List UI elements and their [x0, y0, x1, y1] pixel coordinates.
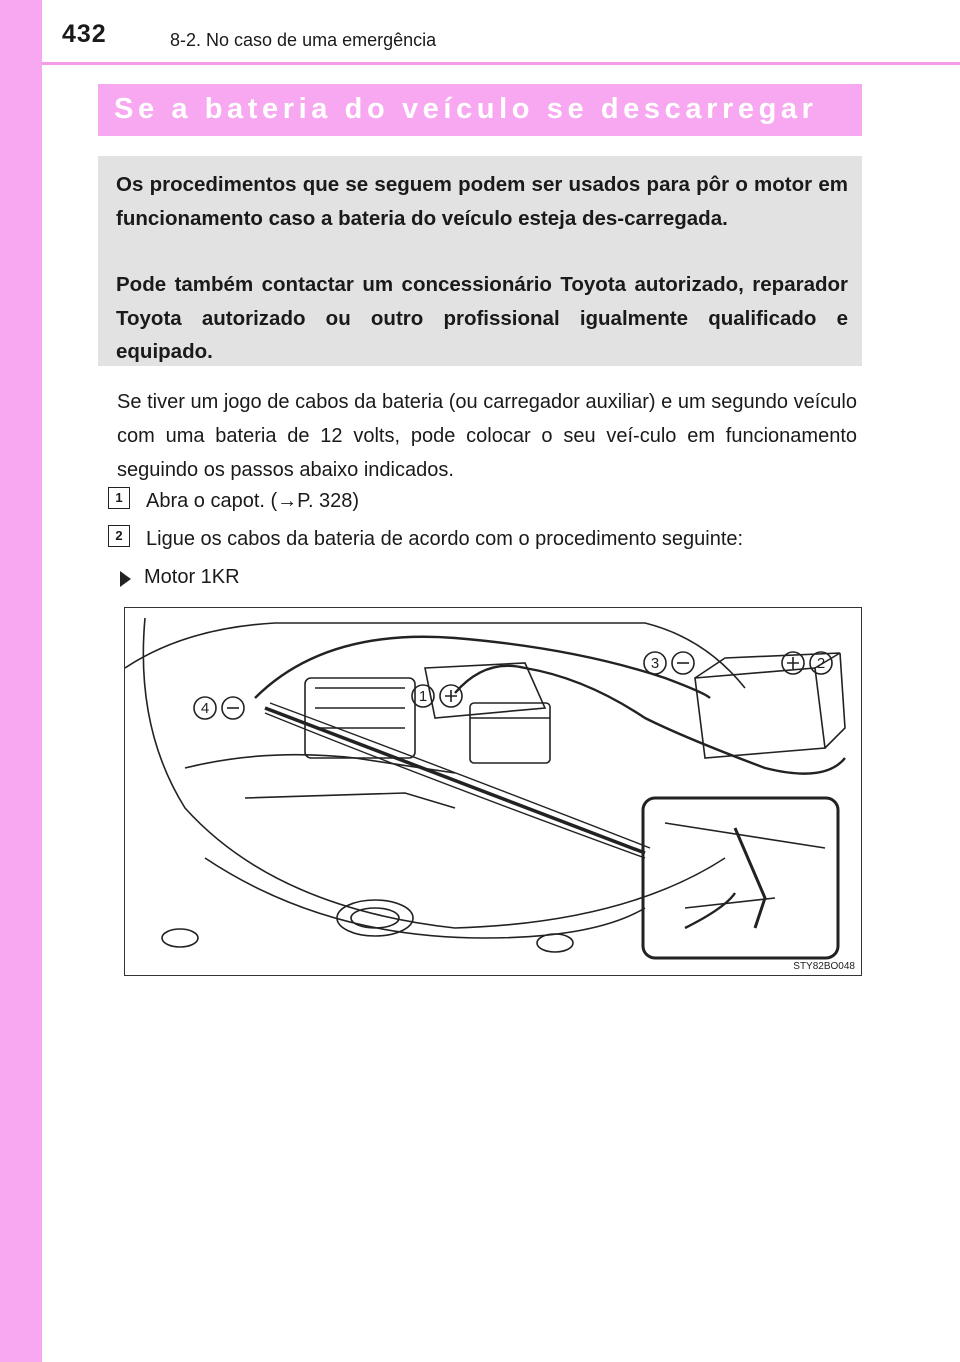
figure-code: STY82BO048	[793, 961, 855, 972]
intro-paragraph-2: Pode também contactar um concessionário Toyota autorizado, reparador Toyota autorizado ou outro profissional igualmente qualificado e equipado.	[116, 273, 848, 363]
body-paragraph: Se tiver um jogo de cabos da bateria (ou carregador auxiliar) e um segundo veículo com uma bateria de 12 volts, pode colocar o seu veí-culo em funcionamento seguindo os passos abaixo indicados.	[117, 391, 857, 481]
jump-start-illustration	[124, 607, 862, 976]
title-bar	[98, 84, 862, 136]
engine-bay-drawing	[125, 608, 862, 976]
callout-3: 3	[650, 655, 660, 672]
step-1-badge: 1	[108, 487, 130, 509]
page-number: 432	[62, 20, 107, 48]
page-title: Se a bateria do veículo se descarregar	[114, 93, 818, 125]
section-label: 8-2. No caso de uma emergência	[170, 30, 437, 50]
engine-label: Motor 1KR	[144, 566, 240, 588]
step-1-text: Abra o capot. (→P. 328)	[146, 490, 360, 512]
header-rule	[42, 62, 960, 65]
intro-box	[98, 156, 862, 366]
step-2-badge: 2	[108, 525, 130, 547]
intro-paragraph-1: Os procedimentos que se seguem podem ser usados para pôr o motor em funcionamento caso a bateria do veículo esteja des-carregada.	[116, 173, 848, 230]
callout-1: 1	[418, 688, 428, 705]
callout-2: 2	[816, 655, 826, 672]
callout-4: 4	[200, 700, 210, 717]
step-2-text: Ligue os cabos da bateria de acordo com o procedimento seguinte:	[146, 528, 744, 550]
side-tab-band	[0, 0, 42, 1362]
bullet-arrow-icon	[120, 571, 131, 587]
